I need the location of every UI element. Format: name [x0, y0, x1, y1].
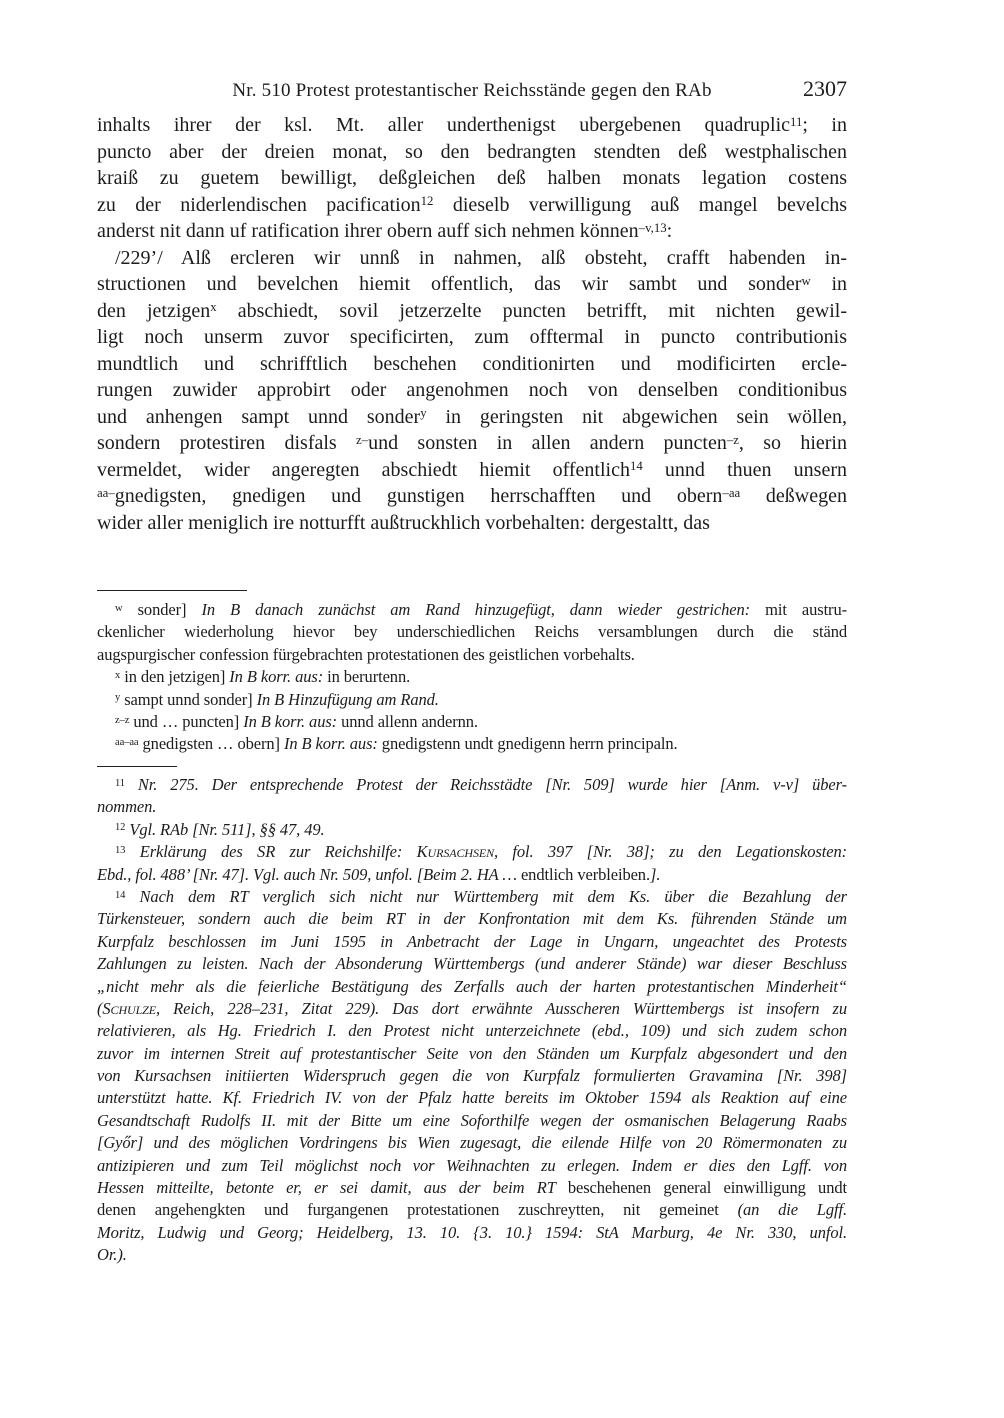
text-line — [97, 324, 847, 351]
text-segment: ( — [97, 998, 103, 1018]
text-segment: structionen und bevelchen hiemit offentlich, das wir sambt und sonder — [97, 273, 802, 295]
body-paragraph-1 — [97, 112, 847, 245]
text-line — [97, 998, 847, 1020]
text-line — [97, 774, 847, 796]
text-line — [97, 1043, 847, 1065]
text-segment: abschiedt, sovil jetzerzelte puncten betrifft, mit nichten gewil- — [216, 299, 847, 322]
text-line — [97, 1020, 847, 1042]
text-segment: gnedigstenn undt gnedigenn herrn principaln. — [377, 734, 678, 754]
note-reference-mark: 11 — [115, 777, 125, 789]
text-segment: mit austru- — [750, 600, 847, 619]
text-segment: , so hierin — [738, 432, 847, 454]
text-line — [97, 298, 847, 325]
text-segment: Moritz, Ludwig und Georg; Heidelberg, 13. 10. {3. 10.} 1594: StA Marburg, 4e Nr. 330, unfol. — [97, 1222, 847, 1242]
text-segment: unnd allenn andernn. — [337, 711, 478, 731]
body-paragraph-2 — [97, 245, 847, 537]
apparatus-separator-rule — [97, 590, 247, 591]
note-reference-mark: –z — [726, 432, 739, 447]
text-line — [97, 1244, 847, 1266]
text-line — [97, 404, 847, 431]
text-segment: augspurgischer confession fürgebrachten protestationen des geistlichen vorbehalts. — [97, 644, 635, 664]
text-segment: /229’/ Alß ercleren wir unnß in nahmen, alß obsteht, crafft habenden in- — [115, 246, 847, 269]
text-segment: Türkensteuer, sondern auch die beim RT in der Konfrontation mit dem Ks. führenden Stände um — [97, 909, 847, 929]
running-header-title: Nr. 510 Protest protestantischer Reichsstände gegen den RAb — [232, 80, 712, 101]
text-segment: und anhengen sampt unnd sonder — [97, 405, 421, 428]
text-segment: dieselb verwilligung auß mangel bevelchs — [433, 193, 847, 216]
text-line — [97, 796, 847, 818]
text-segment: antizipieren und zum Teil möglichst noch vor Weihnachten zu erlegen. Indem er dies den Lgff. von — [97, 1155, 847, 1175]
text-segment: inhalts ihrer der ksl. Mt. aller underthenigst ubergebenen quadruplic — [97, 114, 791, 136]
text-line — [97, 139, 847, 166]
text-line — [97, 510, 847, 537]
text-segment: ligt noch unserm zuvor specificirten, zum offtermal in puncto contributionis — [97, 326, 847, 348]
text-segment: Schulze — [102, 998, 156, 1018]
text-line — [97, 599, 847, 621]
text-line — [97, 245, 847, 272]
apparatus-note-y — [97, 689, 847, 711]
text-segment: Erklärung des SR zur Reichshilfe: — [125, 842, 417, 862]
note-reference-mark: –v,13 — [638, 220, 667, 235]
text-segment: in berurtenn. — [323, 667, 411, 687]
text-line — [97, 1155, 847, 1177]
text-segment: wider aller meniglich ire notturfft außtruckhlich vorbehalten: dergestaltt, das — [97, 511, 710, 534]
text-line — [97, 976, 847, 998]
text-segment: In B Hinzufügung am Rand. — [256, 689, 439, 709]
text-segment: den jetzigen — [97, 299, 211, 322]
text-line — [97, 1132, 847, 1154]
apparatus-note-z — [97, 711, 847, 733]
text-segment: Gesandtschaft Rudolfs II. mit der Bitte um eine Soforthilfe wegen der osmanischen Belagerung Raabs — [97, 1110, 847, 1130]
text-segment: : — [666, 220, 673, 242]
note-reference-mark: z–z — [115, 714, 130, 726]
note-reference-mark: x — [115, 669, 121, 681]
text-segment: ckenlicher wiederholung hievor bey underschiedlichen Reichs versamblungen durch die ständ — [97, 622, 847, 642]
text-segment: sondern protestiren disfals — [97, 432, 357, 454]
text-segment: vermeldet, wider angeregten abschiedt hiemit offentlich — [97, 458, 630, 481]
note-reference-mark: –aa — [722, 485, 741, 500]
note-reference-mark: z– — [356, 432, 369, 447]
page-header — [97, 76, 847, 108]
text-segment: Kursachsen — [416, 842, 494, 862]
text-line — [97, 666, 847, 688]
note-reference-mark: y — [115, 692, 121, 704]
critical-apparatus — [97, 599, 847, 756]
text-line — [97, 1199, 847, 1221]
text-segment: Nr. 275. Der entsprechende Protest der Reichsstädte [Nr. 509] wurde hier [Anm. v-v] über- — [124, 775, 847, 794]
text-segment: [Győr] und des möglichen Vordringens bis Wien zugesagt, die eilende Hilfe von 20 Römermonaten zu — [97, 1133, 847, 1153]
text-segment: und sonsten in allen andern puncten — [368, 432, 727, 454]
text-segment: Kurpfalz beschlossen im Juni 1595 in Anbetracht der Lage in Ungarn, ungeachtet des Protests — [97, 931, 847, 951]
text-segment: Nach dem RT verglich sich nicht nur Württemberg mit dem Ks. über die Bezahlung der — [125, 886, 847, 906]
text-segment: von Kursachsen initiierten Widerspruch gegen die von Kurpfalz formulierten Gravamina [Nr. 398] — [97, 1066, 847, 1086]
text-segment: unnd thuen unsern — [642, 458, 847, 481]
text-line — [97, 165, 847, 192]
apparatus-note-x — [97, 666, 847, 688]
text-line — [97, 192, 847, 219]
text-line — [97, 689, 847, 711]
text-segment: in geringsten nit abgewichen sein wöllen, — [426, 405, 847, 428]
text-line — [97, 218, 847, 245]
text-segment: Vgl. RAb [Nr. 511], §§ 47, 49. — [125, 819, 325, 839]
text-segment: Zahlungen zu leisten. Nach der Absonderung Württembergs (und anderer Stände) war dieser Beschluss — [97, 954, 847, 974]
text-segment: ]. — [650, 864, 661, 884]
text-segment: In B korr. aus: — [283, 734, 378, 754]
text-segment: zuvor im internen Streit auf protestantischer Seite von den Ständen um Kurpfalz abgesondert und den — [97, 1043, 847, 1063]
text-line — [97, 1065, 847, 1087]
text-line — [97, 1087, 847, 1109]
apparatus-note-aa — [97, 733, 847, 755]
text-segment: endtlich verbleiben. — [520, 864, 650, 884]
text-segment: anderst nit dann uf ratification ihrer obern auff sich nehmen können — [97, 220, 639, 242]
page-number: 2307 — [803, 76, 847, 101]
text-segment: Hessen mitteilte, betonte er, er sei damit, aus der beim RT — [97, 1178, 568, 1198]
text-segment: in — [810, 273, 847, 295]
text-line — [97, 931, 847, 953]
text-line — [97, 953, 847, 975]
note-reference-mark: w — [801, 273, 811, 288]
text-segment: „nicht mehr als die feierliche Bestätigung des Zerfalls auch der harten protestantischen Minderheit“ — [97, 976, 847, 996]
text-segment: relativieren, als Hg. Friedrich I. den Protest nicht unterzeichnete (ebd., 109) und sich zudem schon — [97, 1021, 847, 1041]
text-line — [97, 819, 847, 841]
text-line — [97, 864, 847, 886]
text-line — [97, 711, 847, 733]
note-reference-mark: 11 — [790, 114, 803, 129]
text-line — [97, 1222, 847, 1244]
text-line — [97, 271, 847, 298]
note-reference-mark: 14 — [115, 889, 126, 901]
footnote-14 — [97, 886, 847, 1267]
text-segment: sonder] — [122, 600, 202, 619]
apparatus-note-w — [97, 599, 847, 666]
text-line — [97, 377, 847, 404]
text-segment: In B korr. aus: — [243, 711, 338, 731]
footnote-11 — [97, 774, 847, 819]
text-line — [97, 430, 847, 457]
text-line — [97, 886, 847, 908]
text-segment: ; in — [802, 114, 847, 136]
text-line — [97, 908, 847, 930]
footnote-12 — [97, 819, 847, 841]
text-segment: in den jetzigen] — [120, 667, 230, 687]
text-segment: In B korr. aus: — [229, 667, 324, 687]
text-segment: nommen. — [97, 797, 157, 817]
text-segment: sampt unnd sonder] — [120, 689, 257, 709]
text-segment: puncto aber der dreien monat, so den bedrangten stendten deß westphalischen — [97, 140, 847, 163]
note-reference-mark: x — [210, 300, 217, 315]
footnote-separator-rule — [97, 766, 177, 767]
text-line — [97, 733, 847, 755]
text-segment: , Reich, 228–231, Zitat 229). Das dort erwähnte Ausscheren Württembergs ist insofern zu — [155, 998, 847, 1018]
text-line — [97, 483, 847, 510]
text-segment: In B danach zunächst am Rand hinzugefügt, dann wieder gestrichen: — [201, 600, 751, 619]
text-segment: unterstützt hatte. Kf. Friedrich IV. von der Pfalz hatte bereits im Oktober 1594 als Reaktion auf eine — [97, 1088, 847, 1108]
text-segment: denen angehengkten und furgangenen protestationen zuschreytten, nit gemeinet — [97, 1200, 738, 1220]
text-segment: mundtlich und schrifftlich beschehen conditionirten und modificirten ercle- — [97, 352, 847, 375]
text-segment: , fol. 397 [Nr. 38]; zu den Legationskosten: — [493, 842, 847, 862]
text-line — [97, 644, 847, 666]
text-segment: zu der niderlendischen pacification — [97, 193, 421, 216]
note-reference-mark: 14 — [629, 459, 643, 474]
text-line — [97, 457, 847, 484]
text-segment: (an die Lgff. — [737, 1200, 847, 1220]
text-line — [97, 621, 847, 643]
text-segment: gnedigsten … obern] — [138, 734, 284, 754]
note-reference-mark: aa– — [97, 485, 115, 500]
text-segment: Or.). — [97, 1245, 127, 1265]
note-reference-mark: 12 — [420, 194, 434, 209]
text-line — [97, 1177, 847, 1199]
main-text — [97, 112, 847, 536]
text-segment: Ebd., fol. 488’ [Nr. 47]. Vgl. auch Nr. 509, unfol. [Beim 2. HA … — [97, 864, 521, 884]
note-reference-mark: w — [115, 602, 123, 614]
text-segment: deßwegen — [740, 485, 847, 507]
text-segment: und … puncten] — [129, 711, 244, 731]
note-reference-mark: y — [420, 406, 427, 421]
text-line — [97, 112, 847, 139]
text-segment: kraiß zu guetem bewilligt, deßgleichen deß halben monats legation costens — [97, 167, 847, 189]
footnotes — [97, 774, 847, 1267]
note-reference-mark: 12 — [115, 822, 126, 834]
text-segment: gnedigsten, gnedigen und gunstigen herrschafften und obern — [114, 485, 723, 507]
note-reference-mark: 13 — [115, 844, 126, 856]
text-segment: rungen zuwider approbirt oder angenohmen noch von denselben conditionibus — [97, 379, 847, 401]
text-line — [97, 351, 847, 378]
note-reference-mark: aa–aa — [115, 736, 139, 748]
text-segment: beschehenen general einwilligung undt — [567, 1178, 847, 1198]
text-line — [97, 841, 847, 863]
text-line — [97, 1110, 847, 1132]
footnote-13 — [97, 841, 847, 886]
